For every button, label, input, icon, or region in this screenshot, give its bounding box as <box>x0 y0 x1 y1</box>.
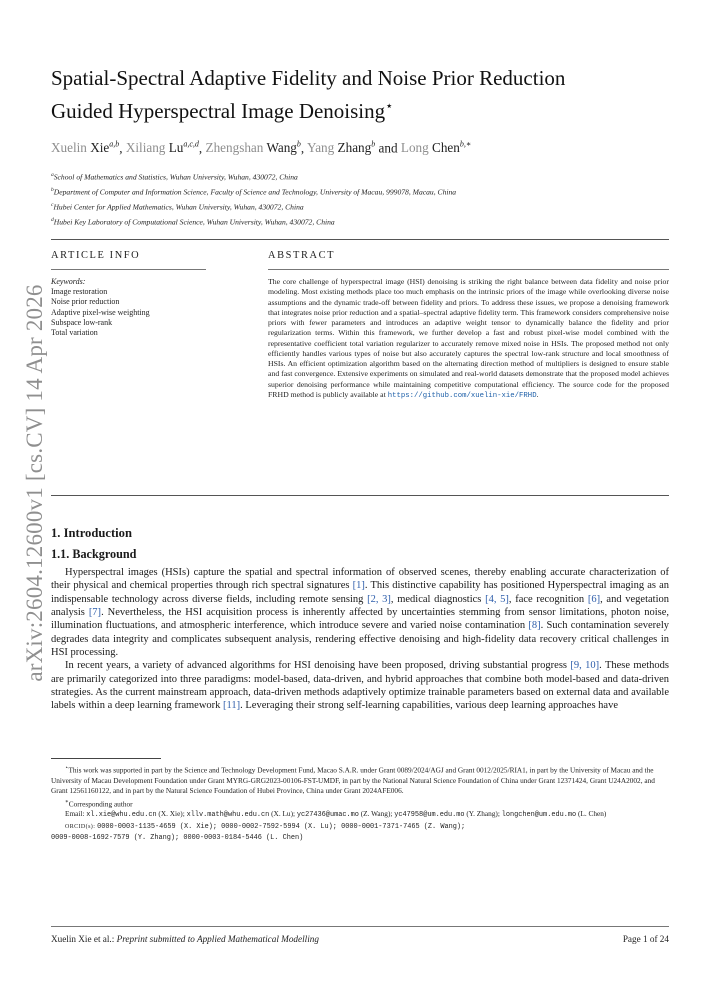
citation[interactable]: [2, 3] <box>367 593 391 605</box>
keywords-label: Keywords: <box>51 277 86 286</box>
keyword: Image restoration <box>51 287 108 297</box>
title-line-2: Guided Hyperspectral Image Denoising <box>51 99 386 123</box>
paragraph: Hyperspectral images (HSIs) capture the spatial and spectral information of observed scenes, thereby enabling accurate characterization of their physical and chemical properties through rich spectral signatures [1]. This distinctive capability has positioned Hyperspectral imaging as an indispensable technology across diverse fields, including remote sensing [2, 3], medical diagnostics [4, 5], face recognition [6], and vegetation analysis [7]. Nevertheless, the HSI acquisition process is inherently affected by uncertainties stemming from sensor limitations, photon noise, illumination fluctuations, and atmospheric interference, which introduce severe and varied noise contamination [8]. Such contamination severely degrades data integrity and complicates subsequent analysis, rendering effective denoising and high-fidelity data recovery critical challenges in HSI processing. <box>51 567 670 659</box>
citation[interactable]: [8] <box>528 620 541 632</box>
affiliation: $^a$School of Mathematics and Statistics, Wuhan University, Wuhan, 430072, China <box>51 172 298 182</box>
funding-footnote: ⋆This work was supported in part by the Science and Technology Development Fund, Macao S.A.R. under Grant 0089/2024/AGJ and Grant 0012/2025/RIA1, in part by the University of Macau and the University of Macau Development Foundation under Grant MYRG-GRG2023-00106-FST-UMDF, in part by the National Natural Science Foundation of China under Grant 12371424, Grant U24A2002, and Grant 12561160122, and in part by the Natural Science Foundation of Hubei Province, China under Grant 2024AFE006. <box>51 765 655 796</box>
author-list: Xuelin Xie$^{a,b}$, Xiliang Lu$^{a,c,d}$, Zhengshan Wang$^b$, Yang Zhang$^b$ and Long Chen$^{b,∗}$ <box>51 140 472 156</box>
author[interactable]: Long Chen$^{b,∗}$ <box>400 140 472 156</box>
article-info-heading: ARTICLE INFO <box>51 250 141 261</box>
subsection-heading: 1.1. Background <box>51 547 137 561</box>
affiliation: $^d$Hubei Key Laboratory of Computational Science, Wuhan University, Wuhan, 430072, China <box>51 217 335 227</box>
abstract-heading: ABSTRACT <box>268 250 336 261</box>
email-link[interactable]: xl.xie@whu.edu.cn <box>86 811 157 820</box>
keyword: Total variation <box>51 328 98 338</box>
page-number: Page 1 of 24 <box>622 934 669 944</box>
keyword: Noise prior reduction <box>51 297 120 307</box>
corresponding-footnote: ∗Corresponding author <box>65 798 133 809</box>
footnotes <box>51 763 669 844</box>
email-footnote: Email: xl.xie@whu.edu.cn (X. Xie); xllv.math@whu.edu.cn (X. Lu); yc27436@umac.mo (Z. Wang); yc47958@um.edu.mo (Y. Zhang); longchen@um.edu.mo (L. Chen) <box>65 809 607 820</box>
author-conjunction: and <box>378 140 398 156</box>
keywords-block <box>51 277 211 338</box>
citation[interactable]: [9, 10] <box>570 660 600 672</box>
email-link[interactable]: xllv.math@whu.edu.cn <box>186 811 270 820</box>
orcid-list[interactable]: 0000-0003-1135-4659 (X. Xie); 0000-0002-7592-5994 (X. Lu); 0000-0001-7371-7465 (Z. Wang); <box>97 822 466 831</box>
code-link[interactable]: https://github.com/xuelin-xie/FRHD <box>387 391 537 400</box>
paragraph: In recent years, a variety of advanced algorithms for HSI denoising have been proposed, driving substantial progress [9, 10]. These methods are primarily categorized into three paradigms: model-based, data-driven, and hybrid approaches that combine both model-based and data-driven strategies. As the current mainstream approach, data-driven methods adaptively optimize trainable parameters based on external data and available labels within a deep learning framework [11]. Leveraging their strong self-learning capabilities, various deep learning approaches have <box>51 660 670 712</box>
abstract-text: The core challenge of hyperspectral image (HSI) denoising is striking the right balance between data fidelity and noise prior modeling. Most existing methods place too much emphasis on the intrinsic priors of the image while overlooking diverse noise assumptions and the dynamic trade-off between fidelity and priors. To address these issues, we propose a denoising framework that integrates noise prior reduction and a spatial–spectral adaptive fidelity term. This framework considers comprehensive noise priors with fewer parameters and introduces an adaptive weight tensor to dynamically balance the fidelity and prior regularization terms. Within this framework, we further develop a fast and robust pixel-wise model combined with the representative coefficient total variation regularizer to accurately remove mixed noise in HSIs. The proposed method not only efficiently handles various types of noise but also accurately captures the spectral low-rank structure and local smoothness of HSIs. An efficient optimization algorithm based on the alternating direction method of multipliers is designed to ensure stable and fast convergence. Extensive experiments on simulated and real-world datasets demonstrate that the proposed model achieves superior denoising performance while maintaining competitive computational efficiency. The source code for the proposed FRHD method is publicly available at https://github.com/xuelin-xie/FRHD. <box>268 277 669 400</box>
abstract-rule <box>268 269 669 270</box>
citation[interactable]: [1] <box>352 580 365 592</box>
footnote-rule <box>51 758 161 759</box>
section-heading: 1. Introduction <box>51 526 132 540</box>
author[interactable]: Yang Zhang$^b$ <box>307 140 376 156</box>
email-link[interactable]: yc27436@umac.mo <box>296 811 359 820</box>
orcid-footnote-cont <box>51 832 669 843</box>
body-text <box>51 566 669 713</box>
citation[interactable]: [7] <box>88 607 102 619</box>
orcid-list[interactable]: 0009-0008-1692-7579 (Y. Zhang); 0000-0003-0184-5446 (L. Chen) <box>51 834 304 843</box>
article-info-rule <box>51 269 206 270</box>
footer-divider <box>51 926 669 927</box>
arxiv-stamp-text[interactable]: arXiv:2604.12600v1 [cs.CV] 14 Apr 2026 <box>22 284 47 682</box>
affiliation: $^b$Department of Computer and Information Science, Faculty of Science and Technology, University of Macau, 999078, Macau, China <box>51 187 457 197</box>
keyword: Adaptive pixel-wise weighting <box>51 307 150 317</box>
email-link[interactable]: longchen@um.edu.mo <box>501 811 577 820</box>
title-line-1: Spatial-Spectral Adaptive Fidelity and Noise Prior Reduction <box>51 66 566 90</box>
affiliations <box>51 169 671 230</box>
orcid-footnote: ORCID(s): 0000-0003-1135-4659 (X. Xie); 0000-0002-7592-5994 (X. Lu); 0000-0001-7371-7465 (Z. Wang); <box>65 822 466 831</box>
affiliation: $^c$Hubei Center for Applied Mathematics, Wuhan University, Wuhan, 430072, China <box>51 202 304 212</box>
footer-venue: Preprint submitted to Applied Mathematical Modelling <box>116 934 319 944</box>
author[interactable]: Xuelin Xie$^{a,b}$ <box>51 140 120 156</box>
footer-author: Xuelin Xie et al.: <box>51 934 115 944</box>
email-link[interactable]: yc47958@um.edu.mo <box>394 811 465 820</box>
keyword: Subspace low-rank <box>51 317 113 327</box>
abstract-divider <box>51 495 669 496</box>
citation[interactable]: [11] <box>223 700 241 712</box>
citation[interactable]: [6] <box>587 593 601 605</box>
running-footer <box>51 934 319 944</box>
header-divider <box>51 239 669 240</box>
title-footnote-mark[interactable]: ⋆ <box>385 98 394 113</box>
paper-title <box>51 64 671 125</box>
author[interactable]: Zhengshan Wang$^b$ <box>205 140 301 156</box>
author[interactable]: Xiliang Lu$^{a,c,d}$ <box>125 140 199 156</box>
citation[interactable]: [4, 5] <box>485 593 509 605</box>
arxiv-stamp <box>20 268 50 698</box>
